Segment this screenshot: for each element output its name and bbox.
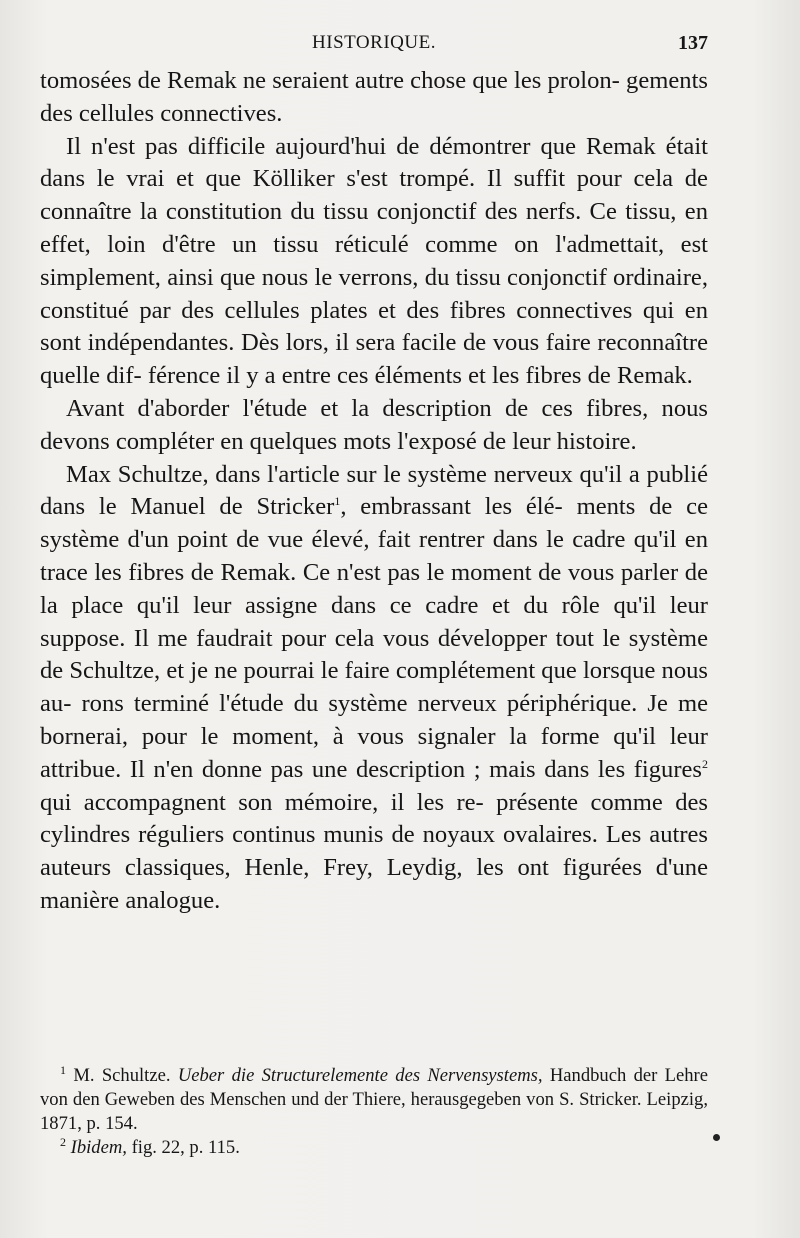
footnote-mark: 1 (60, 1062, 66, 1077)
text-line: plates et des fibres connectives qui en sont indépendantes. (40, 296, 708, 357)
text-line: nous devons compléter en quelques mots l'exposé de leur (40, 394, 708, 455)
running-head: HISTORIQUE. (312, 32, 436, 53)
text-line: Avant d'aborder l'étude et la description de ces fibres, (66, 394, 649, 422)
paragraph-2 (40, 131, 708, 393)
footnote-title: Ueber die Structurelemente des Nervensystems, (177, 1065, 543, 1086)
text-line: rons terminé l'étude du système nerveux périphérique. Je (81, 690, 668, 718)
page-header (40, 32, 708, 62)
text-line: férence il y a entre ces éléments et les fibres de Remak. (147, 362, 693, 390)
paragraph-4 (40, 459, 708, 918)
text-line: qu'il leur attribue. Il n'en donne pas une description ; mais (40, 722, 708, 783)
page-number: 137 (678, 32, 708, 54)
text-line: on l'admettait, est simplement, ainsi que nous le verrons, (40, 230, 708, 291)
text-line: Il n'est pas difficile aujourd'hui de démontrer que Remak (66, 132, 656, 160)
footnote-ref-1[interactable]: 1 (334, 494, 341, 509)
footnote-ref-2[interactable]: 2 (702, 756, 708, 771)
paragraph-3 (40, 393, 708, 459)
text-line: me bornerai, pour le moment, à vous signaler la forme (40, 690, 709, 750)
text-line: noyaux ovalaires. Les autres auteurs classiques, Henle, (40, 821, 708, 882)
text-line: pour cela vous développer tout le système de Schultze, et (40, 624, 708, 685)
text-line: a publié dans le Manuel de Stricker (40, 460, 708, 521)
text-line: du tissu conjonctif ordinaire, constitué par des cellules (40, 263, 708, 324)
text-line: dans les figures (544, 755, 702, 783)
paragraph-1 (40, 65, 708, 131)
footnote-author: M. Schultze. (73, 1065, 171, 1086)
text-line: ments de ce système d'un point de vue élevé, fait rentrer (40, 493, 708, 554)
footnote-text: Handbuch der Lehre von den Geweben des Menschen und der Thiere, herausgegeben von S. Stricker. Leipzig, 1871, p. 154. (40, 1065, 708, 1134)
footnote-text: fig. 22, p. 115. (131, 1137, 240, 1158)
footnote-title: Ibidem, (70, 1137, 127, 1158)
text-line: cela de connaître la constitution du tissu conjonctif des (40, 165, 708, 226)
text-line: présente comme des cylindres réguliers continus munis de (40, 788, 709, 849)
text-line: gements des cellules connectives. (40, 67, 708, 127)
ink-dot (713, 1134, 720, 1141)
footnote-1 (40, 1064, 708, 1136)
text-line: qui accompagnent son mémoire, il les re- (40, 788, 484, 816)
footnote-mark: 2 (60, 1134, 66, 1149)
text-line: Dès lors, il sera facile de vous faire reconnaître quelle dif- (40, 329, 709, 390)
text-line: tomosées de Remak ne seraient autre chose que les prolon- (40, 67, 620, 94)
text-line: , embrassant les élé- (340, 493, 563, 521)
text-line: Frey, Leydig, les ont figurées d'une manière analogue. (40, 854, 708, 914)
footnotes (40, 1064, 708, 1160)
text-line: pas le moment de vous parler de la place qu'il leur assigne (40, 558, 708, 619)
text-line: Max Schultze, dans l'article sur le système nerveux qu'il (66, 460, 623, 488)
footnote-2 (40, 1136, 708, 1160)
text-line: dans ce cadre et du rôle qu'il leur suppose. Il me faudrait (40, 591, 709, 652)
text-line: nerfs. Ce tissu, en effet, loin d'être un tissu réticulé comme (40, 198, 708, 258)
body-text (40, 65, 708, 918)
text-line: histoire. (556, 427, 637, 455)
text-line: dans le cadre qu'il en trace les fibres de Remak. Ce n'est (40, 526, 709, 586)
text-line: je ne pourrai le faire complétement que lorsque nous au- (40, 657, 708, 718)
text-line: était dans le vrai et que Kölliker s'est trompé. Il suffit pour (40, 132, 708, 193)
